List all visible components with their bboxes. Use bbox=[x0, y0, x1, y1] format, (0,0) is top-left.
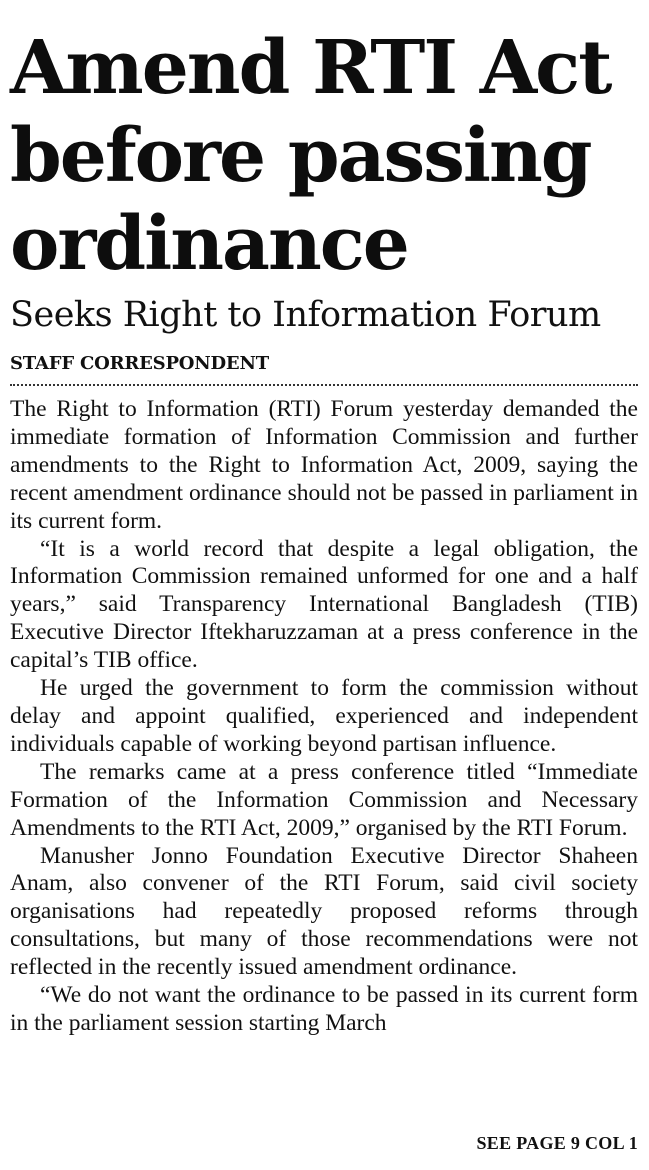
headline-line: ordinance bbox=[10, 201, 408, 287]
article-body bbox=[10, 396, 638, 1038]
body-paragraph: Manusher Jonno Foundation Executive Director Shaheen Anam, also convener of the RTI Forum, said civil society organisations had repeatedly proposed reforms through consultations, but many of those recommendations were not reflected in the recently issued amendment ordinance. bbox=[10, 842, 638, 981]
byline: STAFF CORRESPONDENT bbox=[10, 353, 269, 374]
body-paragraph: “It is a world record that despite a legal obligation, the Information Commission remained unformed for one and a half years,” said Transparency International Bangladesh (TIB) Executive Director Iftekharuzzaman at a press conference in the capital’s TIB office. bbox=[10, 535, 638, 674]
body-paragraph: “We do not want the ordinance to be passed in its current form in the parliament session starting March bbox=[10, 982, 638, 1036]
dotted-divider bbox=[10, 384, 638, 386]
headline-line: Amend RTI Act bbox=[10, 25, 611, 111]
headline bbox=[10, 24, 638, 288]
news-article bbox=[10, 0, 638, 1038]
subheadline: Seeks Right to Information Forum bbox=[10, 295, 601, 335]
body-paragraph: The remarks came at a press conference titled “Immediate Formation of the Information Commission and Necessary Amendments to the RTI Act, 2009,” organised by the RTI Forum. bbox=[10, 758, 638, 841]
headline-line: before passing bbox=[10, 113, 591, 199]
continuation-note: SEE PAGE 9 COL 1 bbox=[476, 1133, 638, 1153]
body-paragraph: The Right to Information (RTI) Forum yesterday demanded the immediate formation of Information Commission and further amendments to the Right to Information Act, 2009, saying the recent amendment ordinance should not be passed in parliament in its current form. bbox=[10, 396, 638, 534]
body-paragraph: He urged the government to form the commission without delay and appoint qualified, experienced and independent individuals capable of working beyond partisan influence. bbox=[10, 675, 638, 757]
